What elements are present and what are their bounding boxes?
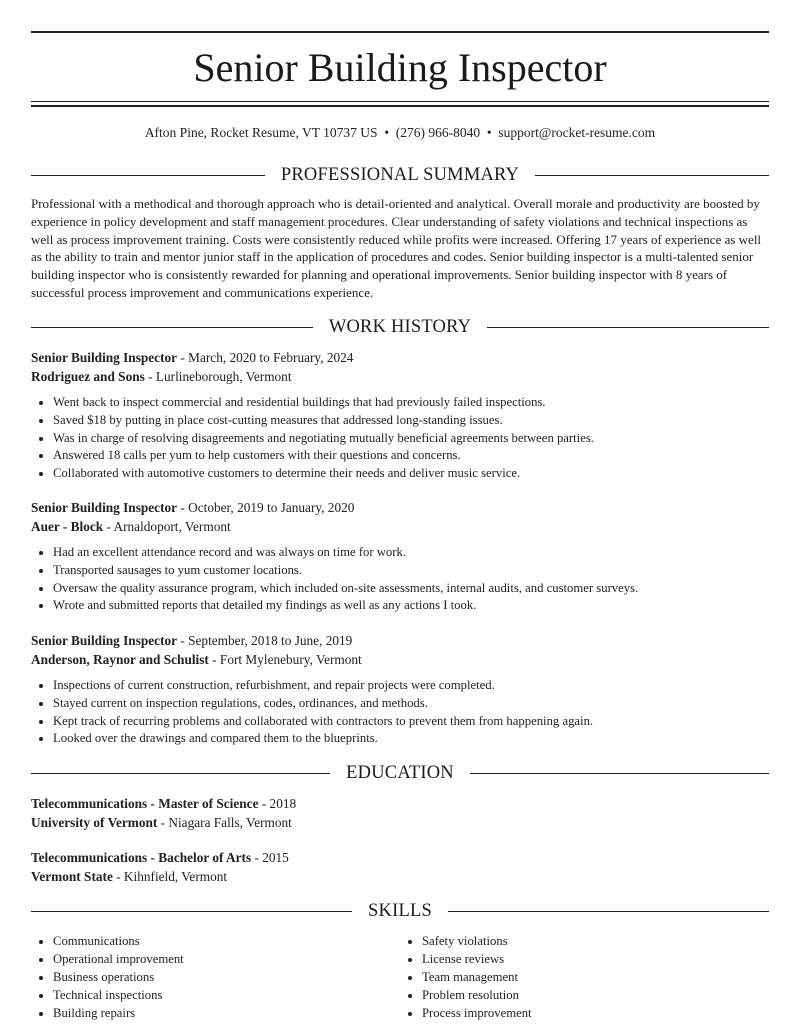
skill-item: • License reviews <box>422 950 769 968</box>
skill-item: • Operational improvement <box>53 950 400 968</box>
school: Vermont State <box>31 869 113 884</box>
skill-item: • Safety violations <box>422 932 769 950</box>
list-item: • Inspections of current construction, refurbishment, and repair projects were completed. <box>53 677 769 695</box>
section-header-education <box>31 761 769 785</box>
divider <box>535 175 769 176</box>
list-item: • Went back to inspect commercial and residential buildings that had previously failed inspections. <box>53 394 769 412</box>
double-rule-bottom <box>31 105 769 107</box>
divider <box>448 911 769 912</box>
resume-title: Senior Building Inspector <box>193 45 607 90</box>
divider <box>31 327 313 328</box>
location: - Fort Mylenebury, Vermont <box>208 652 362 667</box>
divider <box>487 327 769 328</box>
separator: • <box>384 125 390 140</box>
job-dates: - October, 2019 to January, 2020 <box>177 500 355 515</box>
job-entry <box>31 498 769 615</box>
skills-column-left <box>31 932 400 1022</box>
job-title: Senior Building Inspector <box>31 500 178 515</box>
year: - 2015 <box>251 850 289 865</box>
section-title: PROFESSIONAL SUMMARY <box>280 164 520 185</box>
skill-item: • Problem resolution <box>422 986 769 1004</box>
skill-item: • Team management <box>422 968 769 986</box>
list-item: • Had an excellent attendance record and was always on time for work. <box>53 544 769 562</box>
contact-info <box>31 124 769 142</box>
divider <box>470 773 769 774</box>
company: Anderson, Raynor and Schulist <box>31 652 209 667</box>
skill-item: • Process improvement <box>422 1004 769 1022</box>
email: support@rocket-resume.com <box>498 125 656 140</box>
divider <box>31 773 330 774</box>
job-bullets <box>31 677 769 748</box>
section-header-work <box>31 315 769 339</box>
section-title: SKILLS <box>368 900 432 921</box>
list-item: • Was in charge of resolving disagreements and negotiating mutually beneficial agreements between parties. <box>53 430 769 448</box>
skill-item: • Business operations <box>53 968 400 986</box>
separator: • <box>486 125 492 140</box>
job-bullets <box>31 394 769 483</box>
list-item: • Kept track of recurring problems and collaborated with contractors to prevent them from happening again. <box>53 713 769 731</box>
degree: Telecommunications - Bachelor of Arts <box>31 850 252 865</box>
school: University of Vermont <box>31 815 158 830</box>
list-item: • Looked over the drawings and compared them to the blueprints. <box>53 730 769 748</box>
skill-item: • Technical inspections <box>53 986 400 1004</box>
skills-list <box>31 932 769 1022</box>
list-item: • Stayed current on inspection regulations, codes, ordinances, and methods. <box>53 695 769 713</box>
list-item: • Saved $18 by putting in place cost-cutting measures that addressed long-standing issues. <box>53 412 769 430</box>
skill-item: • Building repairs <box>53 1004 400 1022</box>
divider <box>31 175 265 176</box>
location: - Niagara Falls, Vermont <box>157 815 292 830</box>
skills-column-right <box>400 932 769 1022</box>
section-header-summary <box>31 163 769 187</box>
education-entry <box>31 848 769 886</box>
list-item: • Collaborated with automotive customers to determine their needs and deliver music service. <box>53 465 769 483</box>
list-item: • Transported sausages to yum customer locations. <box>53 562 769 580</box>
section-header-skills <box>31 899 769 923</box>
job-entry <box>31 631 769 748</box>
job-title: Senior Building Inspector <box>31 633 178 648</box>
summary-text: Professional with a methodical and thorough approach who is detail-oriented and analytical. Overall morale and productivity are boosted by experience in policy development and staff management procedures. Clear understanding of safety violations and technical inspections as well as process improvement training. Costs were consistently reduced while profits were increased. Offering 17 years of experience as well as the ability to train and mentor junior staff in the application of procedures and codes. Senior building inspector is a multi-talented senior building inspector who is consistently rewarded for planning and operational improvements. Senior building inspector with 8 years of successful process improvement and communications experience. <box>31 196 762 300</box>
education-entry <box>31 794 769 832</box>
location: - Arnaldoport, Vermont <box>103 519 231 534</box>
section-title: WORK HISTORY <box>328 316 472 337</box>
job-bullets <box>31 544 769 615</box>
list-item: • Answered 18 calls per yum to help customers with their questions and concerns. <box>53 447 769 465</box>
top-rule <box>31 31 769 33</box>
job-dates: - September, 2018 to June, 2019 <box>177 633 353 648</box>
section-title: EDUCATION <box>346 762 454 783</box>
company: Rodriguez and Sons <box>31 369 145 384</box>
job-dates: - March, 2020 to February, 2024 <box>177 350 354 365</box>
phone: (276) 966-8040 <box>395 125 481 140</box>
divider <box>31 911 352 912</box>
job-title: Senior Building Inspector <box>31 350 178 365</box>
company: Auer - Block <box>31 519 104 534</box>
double-rule-top <box>31 101 769 102</box>
list-item: • Wrote and submitted reports that detailed my findings as well as any actions I took. <box>53 597 769 615</box>
list-item: • Oversaw the quality assurance program, which included on-site assessments, internal audits, and customer surveys. <box>53 580 769 598</box>
year: - 2018 <box>258 796 297 811</box>
location: - Kihnfield, Vermont <box>112 869 228 884</box>
address: Afton Pine, Rocket Resume, VT 10737 US <box>144 125 378 140</box>
location: - Lurlineborough, Vermont <box>144 369 292 384</box>
degree: Telecommunications - Master of Science <box>31 796 259 811</box>
job-entry <box>31 348 769 483</box>
skill-item: • Communications <box>53 932 400 950</box>
